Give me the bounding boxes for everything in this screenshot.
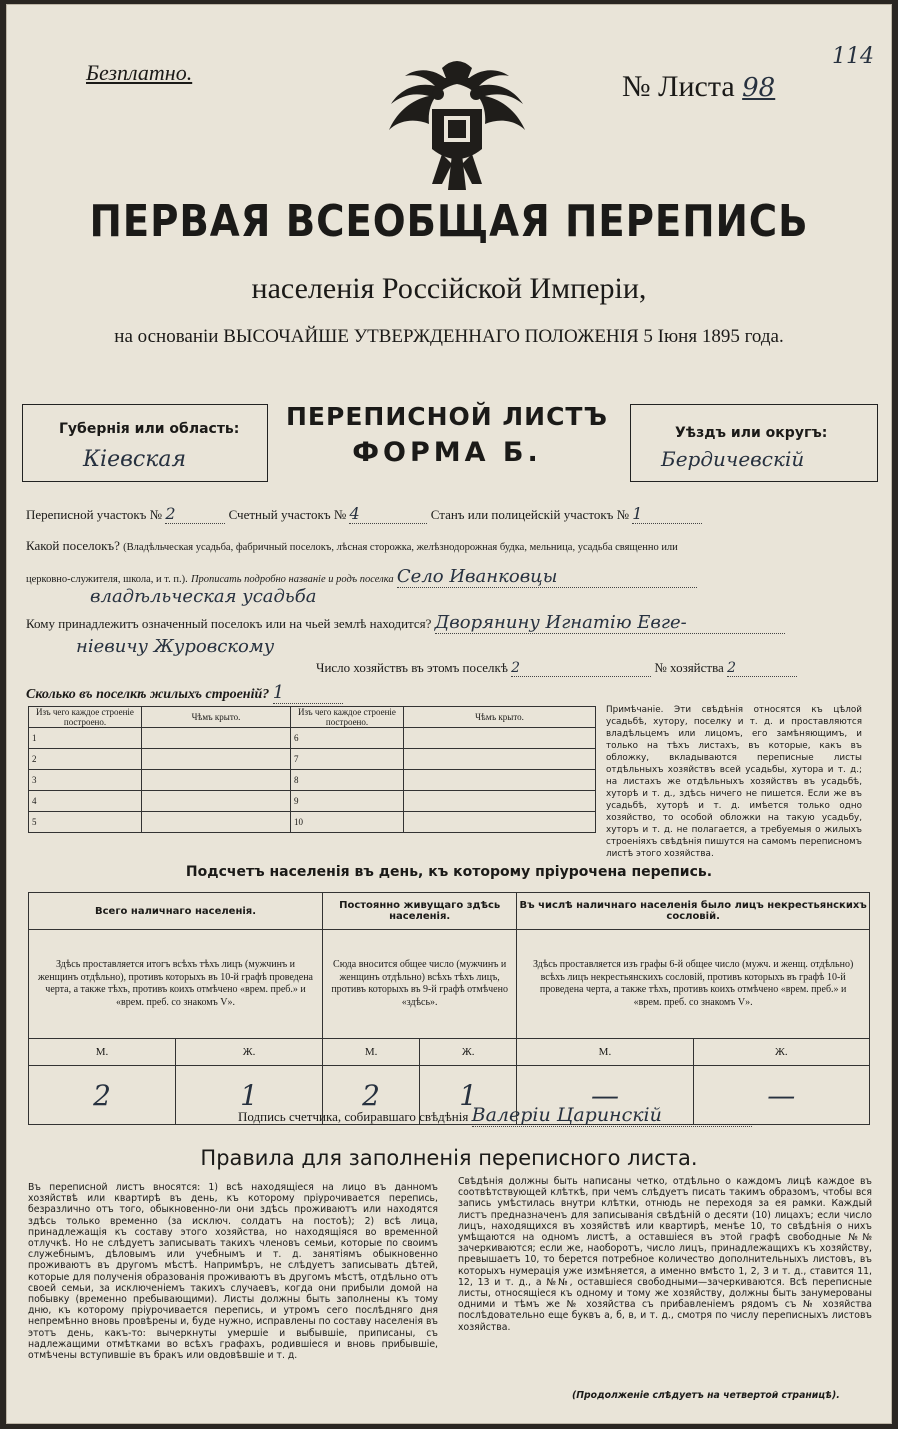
census-district-label: Переписной участокъ № [26, 507, 163, 522]
value-permanent-m: 2 [323, 1066, 420, 1125]
owner-label: Кому принадлежитъ означенный поселокъ или на чьей землѣ находится? [26, 616, 432, 631]
buildings-table [28, 706, 596, 833]
value-total-m: 2 [29, 1066, 176, 1125]
col3-desc: Здѣсь проставляется изъ графы 6-й общее число (мужч. и женщ. отдѣльно) всѣхъ лицъ некрестьянскихъ сословій, противъ которыхъ въ графѣ 10-й проведена черта, а также тѣхъ, противъ коихъ отмѣчено «врем. преб.» и «врем. преб. со знакомъ V». [517, 930, 870, 1039]
population-caption: Подсчетъ населенія въ день, къ которому пріурочена перепись. [185, 864, 713, 880]
household-no-value: 2 [727, 660, 797, 677]
value-nonpeasant-m: — [517, 1066, 693, 1125]
value-permanent-f: 1 [420, 1066, 517, 1125]
table-row [29, 791, 596, 812]
page-subtitle-basis: на основаніи ВЫСОЧАЙШЕ УТВЕРЖДЕННАГО ПОЛОЖЕНІЯ 5 Іюня 1895 года. [114, 326, 784, 347]
owner-value: Дворянину Игнатію Евге- [435, 612, 785, 634]
count-district-label: Счетный участокъ № [228, 507, 347, 522]
row-num: 5 [29, 812, 142, 833]
census-sheet [6, 4, 892, 1424]
col2-m: М. [323, 1039, 420, 1066]
table-row [29, 728, 596, 749]
buildings-line [26, 682, 343, 704]
page-subtitle: населенія Россійской Имперіи, [251, 272, 647, 305]
count-district-value: 4 [349, 504, 427, 524]
province-value: Кіевская [83, 447, 187, 472]
population-table [28, 892, 870, 1125]
settlement-hint-2: церковно-служителя, школа, и т. п.). [26, 574, 188, 585]
col3-f: Ж. [693, 1039, 869, 1066]
households-line [316, 660, 797, 677]
col1-f: Ж. [176, 1039, 323, 1066]
col1-desc: Здѣсь проставляется итогъ всѣхъ тѣхъ лицъ (мужчинъ и женщинъ отдѣльно), противъ которыхъ въ 10-й графѣ проведена черта, а также тѣхъ, противъ коихъ отмѣчено «врем. преб.» и «врем. преб. со знакомъ V». [29, 930, 323, 1039]
col-roof-left: Чѣмъ крыто. [142, 707, 291, 728]
value-total-f: 1 [176, 1066, 323, 1125]
buildings-value: 1 [273, 682, 343, 704]
census-district-line [26, 504, 702, 524]
row-num: 4 [29, 791, 142, 812]
row-num: 6 [291, 728, 404, 749]
rules-title: Правила для заполненія переписного листа. [200, 1146, 698, 1170]
rules-left-text: Въ переписной листъ вносятся: 1) всѣ находящіеся на лицо въ данномъ хозяйствѣ или квартирѣ въ день, къ которому пріурочивается перепись, безразлично отъ того, обыкновенно-ли они здѣсь проживаютъ или находятся здѣсь только временно (за исключ. солдатъ на постоѣ); 2) всѣ лица, принадлежащія къ составу этого хозяйства, но находящіяся во временной отлучкѣ. Но не слѣдуетъ записывать такихъ членовъ семьи, которые по своимъ служебнымъ, дѣловымъ или учебнымъ и т. д. занятіямъ обыкновенно проживаютъ въ другомъ мѣстѣ. Напримѣръ, не слѣдуетъ записывать дѣтей, которые для полученія образованія проживаютъ въ другомъ мѣстѣ, отдѣльно отъ своей семьи, за исключеніемъ такихъ случаевъ, когда они прибыли домой на побывку (временно пребывающими). Листы должны быть заполнены къ тому дню, къ которому пріурочивается перепись, и утромъ сего послѣдняго дня непремѣнно вновь провѣрены и, буде нужно, исправлены по составу населенія въ этотъ день, какъ-то: вычеркнуты умершіе и выбывшіе, приписаны, съ надлежащими отмѣтками во всѣхъ графахъ, родившіеся и вновь прибывшіе, отмѣчены вступившіе въ бракъ или овдовѣвшіе и т. д. [28, 1182, 438, 1362]
sheet-number-label: № Листа [622, 70, 735, 103]
row-num: 8 [291, 770, 404, 791]
row-num: 2 [29, 749, 142, 770]
table-row [29, 749, 596, 770]
settlement-value-2: владѣльческая усадьба [90, 586, 317, 607]
district-label: Уѣздъ или округъ: [675, 425, 828, 441]
row-num: 1 [29, 728, 142, 749]
signature-line [238, 1104, 752, 1127]
rules-right-text: Свѣдѣнія должны быть написаны четко, отдѣльно о каждомъ лицѣ каждое въ соотвѣтствующей клѣткѣ, при чемъ слѣдуетъ писать такимъ образомъ, чтобы вся запись умѣстилась внутри клѣтки, отнюдь не переходя за ея рамки. Каждый листъ предназначенъ для записыванія свѣдѣній о десяти (10) лицахъ; если число лицъ, находящихся въ хозяйствѣ или квартирѣ, менѣе 10, то свѣдѣнія о нихъ умѣщаются на одномъ листѣ, а оставшіеся въ этой графѣ свободные №№ зачеркиваются; если же, наоборотъ, число лицъ, принадлежащихъ къ хозяйству, превышаетъ 10, то берется потребное количество дополнительныхъ листовъ, въ которыхъ нумерація уже измѣняется, а именно вмѣсто 1, 2, 3 и т. д., ставится 11, 12, 13 и т. д., а №№, оставшіеся свободными—зачеркиваются. Всѣ переписные листы, относящіеся къ одному и тому же хозяйству, должны быть занумерованы одними и тѣмъ же № хозяйства съ прибавленіемъ рядомъ съ № хозяйства послѣдовательно еще буквъ а, б, в, и т. д., смотря по числу переписныхъ листовъ хозяйства. [458, 1176, 872, 1333]
form-title [272, 402, 622, 468]
table-row [29, 812, 596, 833]
row-num: 3 [29, 770, 142, 791]
province-label: Губернія или область: [59, 421, 240, 437]
col3-head: Въ числѣ наличнаго населенія было лицъ некрестьянскихъ сословій. [517, 893, 870, 930]
table-row [29, 770, 596, 791]
settlement-label: Какой поселокъ? [26, 538, 120, 553]
col-material-right: Изъ чего каждое строеніе построено. [291, 707, 404, 728]
rules-continued: (Продолженіе слѣдуетъ на четвертой страницѣ). [572, 1390, 840, 1401]
province-box [22, 404, 268, 482]
households-value: 2 [511, 660, 651, 677]
census-district-value: 2 [165, 504, 225, 524]
value-nonpeasant-f: — [693, 1066, 869, 1125]
signature-label: Подпись счетчика, собиравшаго свѣдѣнія [238, 1109, 469, 1124]
station-value: 1 [632, 504, 702, 524]
sheet-number [622, 70, 775, 104]
buildings-label: Сколько въ поселкѣ жилыхъ строеній? [26, 687, 270, 702]
settlement-hint-3: Прописать подробно названіе и родъ поселка [190, 574, 394, 585]
page-title: ПЕРВАЯ ВСЕОБЩАЯ ПЕРЕПИСЬ [89, 196, 809, 247]
form-title-text: ПЕРЕПИСНОЙ ЛИСТЪ [286, 402, 608, 431]
col-roof-right: Чѣмъ крыто. [404, 707, 596, 728]
owner-value-2: ніевичу Журовскому [76, 636, 275, 657]
col1-head: Всего наличнаго населенія. [29, 893, 323, 930]
col2-head: Постоянно живущаго здѣсь населенія. [323, 893, 517, 930]
col-material-left: Изъ чего каждое строеніе построено. [29, 707, 142, 728]
household-no-label: № хозяйства [654, 660, 724, 675]
row-num: 9 [291, 791, 404, 812]
double-headed-eagle-crest-icon [382, 54, 532, 194]
settlement-line-2 [26, 566, 697, 588]
station-label: Станъ или полицейскій участокъ № [430, 507, 630, 522]
row-num: 10 [291, 812, 404, 833]
signature-value: Валеріи Царинскій [472, 1104, 752, 1127]
col2-f: Ж. [420, 1039, 517, 1066]
sheet-number-value: 98 [742, 73, 776, 103]
page-number: 114 [832, 44, 874, 69]
owner-line [26, 612, 785, 634]
col1-m: М. [29, 1039, 176, 1066]
households-label: Число хозяйствъ въ этомъ поселкѣ [316, 660, 508, 675]
settlement-hint: (Владѣльческая усадьба, фабричный поселокъ, лѣсная сторожка, желѣзнодорожная будка, мельница, усадьба священно или [123, 542, 678, 553]
district-value: Бердичевскій [661, 447, 805, 471]
district-box [630, 404, 878, 482]
free-mark: Безплатно. [86, 60, 193, 85]
col3-m: М. [517, 1039, 693, 1066]
settlement-value: Село Иванковцы [397, 566, 697, 588]
col2-desc: Сюда вносится общее число (мужчинъ и женщинъ отдѣльно) всѣхъ тѣхъ лицъ, противъ которыхъ въ 9-й графѣ отмѣчено «здѣсь». [323, 930, 517, 1039]
note-text: Примѣчаніе. Эти свѣдѣнія относятся къ цѣлой усадьбѣ, хутору, поселку и т. д. и проставляются владѣльцемъ или лицомъ, его замѣняющимъ, и только на тѣхъ листахъ, въ которые, какъ въ обложку, вкладываются переписные листы отдѣльныхъ хозяйствъ всей усадьбы, хутора и т. д.; на листахъ же отдѣльныхъ хозяйствъ въ усадьбѣ, хуторѣ и т. д., здѣсь ничего не пишется. Если же въ усадьбѣ, хуторѣ и т. д. имѣется только одно хозяйство, то особой обложки на такую усадьбу, хуторъ и т. д. не полагается, а требуемыя о жилыхъ строеніяхъ свѣдѣнія пишутся на самомъ переписномъ листѣ этого хозяйства. [606, 705, 862, 859]
settlement-line [26, 538, 678, 554]
form-type: ФОРМА Б. [352, 437, 542, 468]
row-num: 7 [291, 749, 404, 770]
